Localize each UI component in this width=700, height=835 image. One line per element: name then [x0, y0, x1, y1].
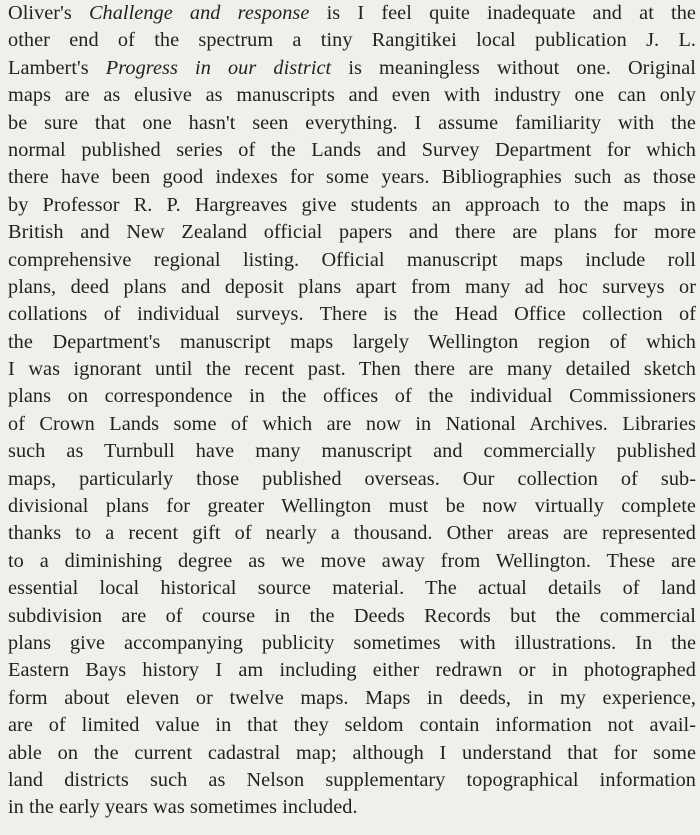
- text-line: [8, 274, 696, 301]
- text-segment: is meaningless without one. Original: [331, 56, 696, 79]
- text-segment: maps are as elusive as manuscripts and even with industry one can only: [8, 84, 696, 107]
- text-segment: I was ignorant until the recent past. Then there are many detailed sketch: [8, 358, 696, 381]
- text-segment: be sure that one hasn't seen everything. I assume familiarity with the: [8, 111, 696, 134]
- text-segment: comprehensive regional listing. Official manuscript maps include roll: [8, 248, 696, 271]
- text-segment: essential local historical source material. The actual details of land: [8, 577, 696, 600]
- text-segment: of Crown Lands some of which are now in National Archives. Libraries: [8, 412, 696, 435]
- text-segment: in the early years was sometimes included.: [8, 796, 358, 819]
- text-line: [8, 110, 696, 137]
- text-segment: other end of the spectrum a tiny Rangitikei local publication J. L.: [8, 29, 696, 52]
- text-line: [8, 630, 696, 657]
- text-line: [8, 356, 696, 383]
- text-segment: maps, particularly those published overseas. Our collection of sub-: [8, 467, 696, 490]
- text-line: [8, 82, 696, 109]
- text-segment: divisional plans for greater Wellington must be now virtually complete: [8, 495, 696, 518]
- text-segment: Lambert's: [8, 56, 106, 79]
- text-line: [8, 794, 696, 821]
- text-line: [8, 740, 696, 767]
- text-line: [8, 712, 696, 739]
- text-line: [8, 219, 696, 246]
- text-line: [8, 0, 696, 27]
- text-segment: is I feel quite inadequate and at the: [309, 2, 696, 24]
- text-line: [8, 657, 696, 684]
- text-line: [8, 767, 696, 794]
- text-segment: collations of individual surveys. There is the Head Office collection of: [8, 303, 696, 326]
- text-segment: able on the current cadastral map; although I understand that for some: [8, 741, 696, 764]
- text-segment: such as Turnbull have many manuscript and commercially published: [8, 440, 696, 463]
- italic-title: Progress in our district: [105, 56, 332, 79]
- text-line: [8, 548, 696, 575]
- text-line: [8, 685, 696, 712]
- text-segment: British and New Zealand official papers and there are plans for more: [8, 221, 696, 244]
- text-line: [8, 438, 696, 465]
- text-line: [8, 575, 696, 602]
- text-line: [8, 164, 696, 191]
- text-line: [8, 301, 696, 328]
- text-line: [8, 603, 696, 630]
- text-segment: normal published series of the Lands and Survey Department for which: [8, 138, 696, 161]
- text-line: [8, 520, 696, 547]
- text-line: [8, 55, 696, 82]
- text-segment: Oliver's: [8, 2, 89, 24]
- text-line: [8, 27, 696, 54]
- text-line: [8, 493, 696, 520]
- text-segment: there have been good indexes for some years. Bibliographies such as those: [8, 166, 696, 189]
- text-segment: subdivision are of course in the Deeds Records but the commercial: [8, 604, 696, 627]
- text-segment: are of limited value in that they seldom contain information not avail-: [8, 714, 696, 737]
- text-segment: land districts such as Nelson supplementary topographical information: [8, 768, 696, 791]
- text-segment: plans give accompanying publicity sometimes with illustrations. In the: [8, 631, 696, 654]
- text-segment: plans on correspondence in the offices of the individual Commissioners: [8, 385, 696, 408]
- text-segment: to a diminishing degree as we move away from Wellington. These are: [8, 549, 696, 572]
- text-line: [8, 466, 696, 493]
- text-segment: thanks to a recent gift of nearly a thousand. Other areas are represented: [8, 522, 696, 545]
- text-line: [8, 329, 696, 356]
- text-segment: by Professor R. P. Hargreaves give students an approach to the maps in: [8, 193, 696, 216]
- text-segment: Eastern Bays history I am including either redrawn or in photographed: [8, 659, 696, 682]
- text-segment: plans, deed plans and deposit plans apart from many ad hoc surveys or: [8, 275, 696, 298]
- text-segment: form about eleven or twelve maps. Maps in deeds, in my experience,: [8, 686, 696, 709]
- text-segment: the Department's manuscript maps largely Wellington region of which: [8, 330, 696, 353]
- text-line: [8, 383, 696, 410]
- text-line: [8, 137, 696, 164]
- text-line: [8, 192, 696, 219]
- text-line: [8, 247, 696, 274]
- body-paragraph: [8, 0, 696, 822]
- text-line: [8, 411, 696, 438]
- italic-title: Challenge and response: [88, 2, 310, 24]
